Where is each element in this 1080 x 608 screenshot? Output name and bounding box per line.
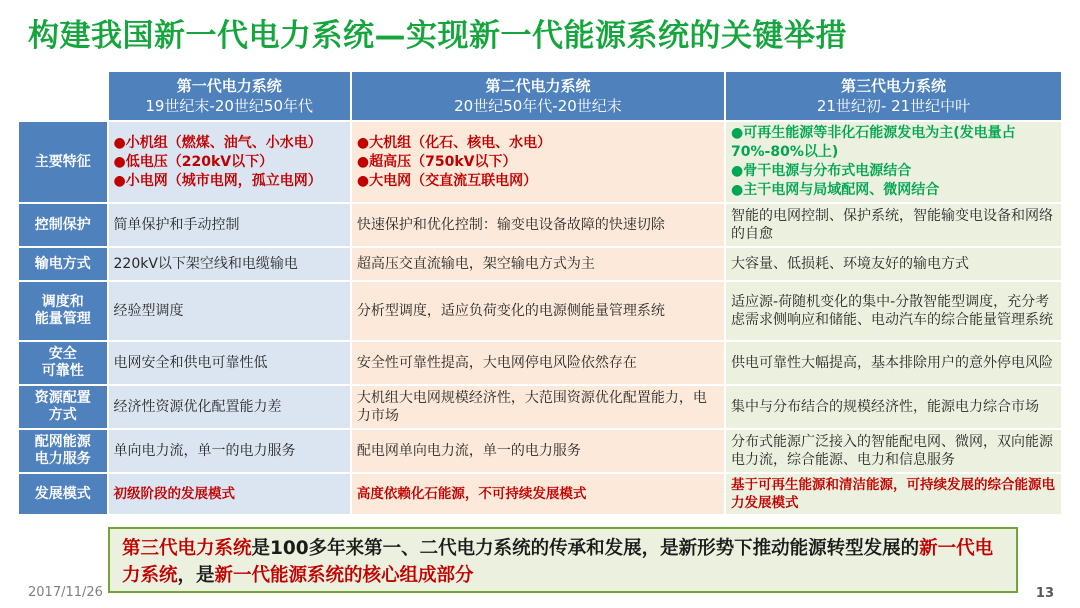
- row-header-line: 能量管理: [34, 311, 91, 327]
- cell-gen3-features: [726, 122, 1061, 202]
- bullet-item: ●主干电网与局域配网、微网结合: [731, 182, 940, 198]
- column-title: 第三代电力系统: [841, 77, 947, 95]
- row-header: 控制保护: [19, 204, 107, 246]
- row-header: [19, 386, 107, 428]
- table-corner: [19, 72, 107, 120]
- row-header: [19, 342, 107, 384]
- cell-gen1-features: [109, 122, 350, 202]
- bullet-item: ●大电网（交直流互联电网）: [356, 172, 538, 189]
- row-header-line: 电力服务: [34, 451, 91, 467]
- column-header-gen3: [726, 72, 1061, 120]
- cell-gen1-allocation: 经济性资源优化配置能力差: [109, 386, 350, 428]
- row-header-line: 方式: [48, 407, 77, 423]
- table-row-dispatch: [19, 282, 1061, 340]
- column-header-gen1: [109, 72, 350, 120]
- table-row-features: [19, 122, 1061, 202]
- table-row-distribution: [19, 430, 1061, 472]
- cell-gen3-development: 基于可再生能源和清洁能源，可持续发展的综合能源电力发展模式: [726, 474, 1061, 514]
- cell-gen2-allocation: 大机组大电网规模经济性，大范围资源优化配置能力，电力市场: [352, 386, 724, 428]
- row-header: 发展模式: [19, 474, 107, 514]
- summary-highlight: 第三代电力系统: [122, 538, 252, 559]
- cell-gen2-dispatch: 分析型调度，适应负荷变化的电源侧能量管理系统: [352, 282, 724, 340]
- summary-box: [108, 527, 1018, 593]
- bullet-item: ●可再生能源等非化石能源发电为主(发电量占70%-80%以上): [731, 125, 1016, 160]
- table-row-development: [19, 474, 1061, 514]
- table-row-transmission: [19, 248, 1061, 280]
- table-row-protection: [19, 204, 1061, 246]
- summary-highlight: 新一代能源系统的核心组成部分: [214, 565, 474, 586]
- cell-gen2-features: [352, 122, 724, 202]
- page-title: 构建我国新一代电力系统—实现新一代能源系统的关键举措: [28, 18, 847, 54]
- column-period: 20世纪50年代-20世纪末: [454, 97, 622, 115]
- cell-gen2-development: 高度依赖化石能源，不可持续发展模式: [352, 474, 724, 514]
- row-header-line: 安全: [48, 346, 77, 362]
- page-number: 13: [1035, 586, 1054, 601]
- row-header-line: 可靠性: [41, 363, 84, 379]
- table-row-safety: [19, 342, 1061, 384]
- row-header-line: 配网能源: [34, 434, 91, 450]
- cell-gen1-protection: 简单保护和手动控制: [109, 204, 350, 246]
- cell-gen3-allocation: 集中与分布结合的规模经济性，能源电力综合市场: [726, 386, 1061, 428]
- cell-gen2-distribution: 配电网单向电力流，单一的电力服务: [352, 430, 724, 472]
- table-header-row: [19, 72, 1061, 120]
- cell-gen2-protection: 快速保护和优化控制：输变电设备故障的快速切除: [352, 204, 724, 246]
- summary-text: ，是: [177, 565, 215, 586]
- bullet-item: ●小电网（城市电网，孤立电网）: [113, 172, 322, 189]
- bullet-item: ●低电压（220kV以下）: [113, 153, 274, 170]
- column-period: 19世纪末-20世纪50年代: [145, 97, 314, 115]
- cell-gen3-protection: 智能的电网控制、保护系统，智能输变电设备和网络的自愈: [726, 204, 1061, 246]
- column-header-gen2: [352, 72, 724, 120]
- comparison-table: [17, 70, 1063, 516]
- row-header: [19, 282, 107, 340]
- cell-gen1-development: 初级阶段的发展模式: [109, 474, 350, 514]
- cell-gen3-safety: 供电可靠性大幅提高，基本排除用户的意外停电风险: [726, 342, 1061, 384]
- column-title: 第一代电力系统: [176, 77, 282, 95]
- bullet-item: ●超高压（750kV以下）: [356, 153, 517, 170]
- bullet-item: ●小机组（燃煤、油气、小水电）: [113, 134, 322, 151]
- cell-gen3-transmission: 大容量、低损耗、环境友好的输电方式: [726, 248, 1061, 280]
- cell-gen1-distribution: 单向电力流，单一的电力服务: [109, 430, 350, 472]
- row-header: 输电方式: [19, 248, 107, 280]
- summary-text: 是100多年来第一、二代电力系统的传承和发展，是新形势下推动能源转型发展的: [251, 538, 920, 559]
- row-header: [19, 430, 107, 472]
- cell-gen1-dispatch: 经验型调度: [109, 282, 350, 340]
- column-period: 21世纪初- 21世纪中叶: [816, 97, 971, 115]
- cell-gen2-safety: 安全性可靠性提高，大电网停电风险依然存在: [352, 342, 724, 384]
- cell-gen1-transmission: 220kV以下架空线和电缆输电: [109, 248, 350, 280]
- cell-gen3-distribution: 分布式能源广泛接入的智能配电网、微网，双向能源电力流，综合能源、电力和信息服务: [726, 430, 1061, 472]
- cell-gen3-dispatch: 适应源-荷随机变化的集中-分散智能型调度，充分考虑需求侧响应和储能、电动汽车的综合能量管理系统: [726, 282, 1061, 340]
- footer-date: 2017/11/26: [28, 585, 103, 600]
- bullet-item: ●骨干电源与分布式电源结合: [731, 163, 912, 179]
- row-header-line: 资源配置: [34, 390, 91, 406]
- bullet-item: ●大机组（化石、核电、水电）: [356, 134, 552, 151]
- row-header-line: 调度和: [41, 294, 84, 310]
- row-header: 主要特征: [19, 122, 107, 202]
- cell-gen1-safety: 电网安全和供电可靠性低: [109, 342, 350, 384]
- column-title: 第二代电力系统: [485, 77, 591, 95]
- cell-gen2-transmission: 超高压交直流输电，架空输电方式为主: [352, 248, 724, 280]
- table-row-allocation: [19, 386, 1061, 428]
- summary-highlight: 新一代电力系统: [122, 538, 994, 586]
